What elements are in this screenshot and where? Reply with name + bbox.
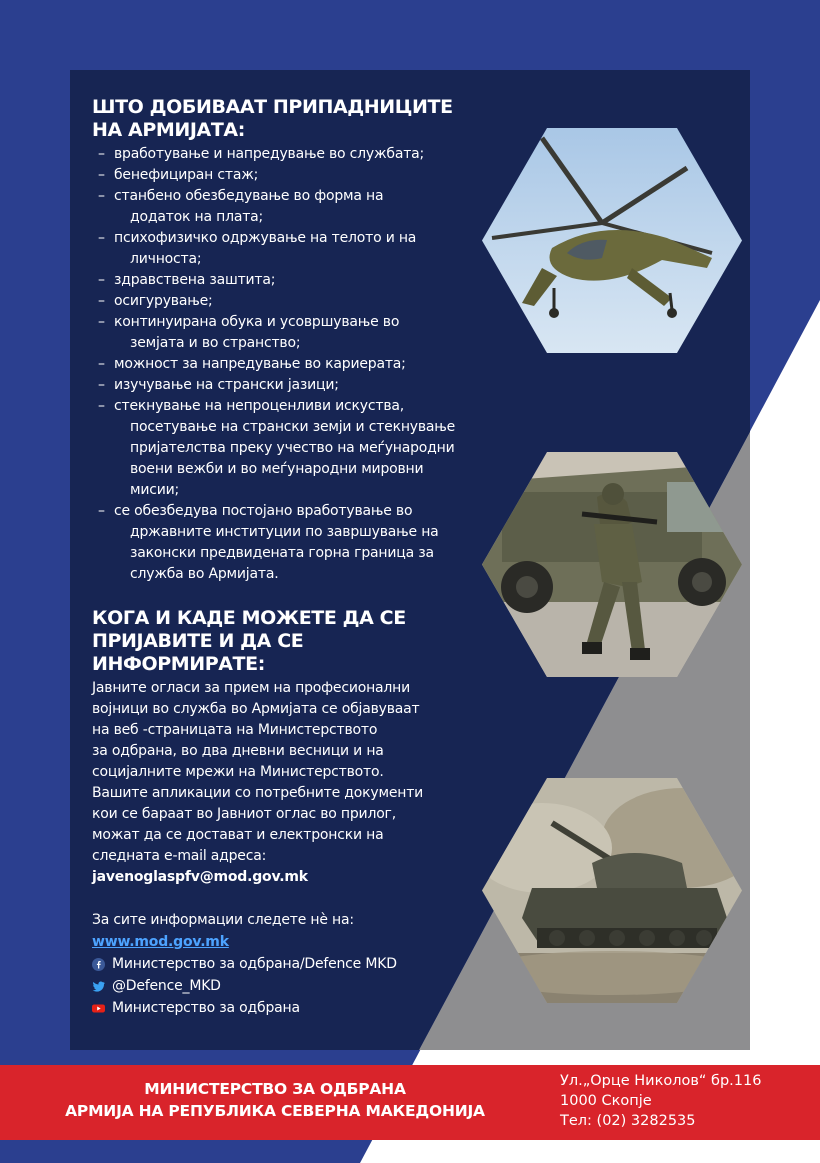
benefit-dash: – — [98, 167, 105, 183]
benefit-dash: – — [98, 230, 105, 246]
facebook-icon — [92, 958, 105, 971]
footer-address-line2: 1000 Скопје — [560, 1093, 652, 1109]
apply-paragraph-line: за одбрана, во два дневни весници и на — [92, 743, 384, 759]
twitter-icon — [92, 980, 105, 993]
benefit-line: воени вежби и во меѓународни мировни — [130, 461, 424, 477]
benefit-item — [92, 375, 472, 396]
facebook-row[interactable] — [92, 953, 472, 975]
benefit-line: осигурување; — [114, 293, 213, 309]
youtube-row[interactable] — [92, 997, 472, 1019]
benefit-dash: – — [98, 272, 105, 288]
twitter-row[interactable] — [92, 975, 472, 997]
benefit-dash: – — [98, 377, 105, 393]
benefit-item — [92, 144, 472, 165]
benefit-line: стекнување на непроценливи искуства, — [114, 398, 404, 414]
benefit-line: додаток на плата; — [130, 209, 264, 225]
benefits-heading — [92, 96, 472, 142]
benefit-item — [92, 165, 472, 186]
follow-section — [92, 910, 472, 1019]
benefit-item — [92, 186, 472, 228]
apply-paragraph-line: следната e-mail адреса: — [92, 848, 267, 864]
footer-phone: Тел: (02) 3282535 — [560, 1113, 696, 1129]
apply-paragraph-line: Јавните огласи за прием на професионални — [92, 680, 411, 696]
benefit-line: континуирана обука и усовршување во — [114, 314, 400, 330]
apply-paragraph-line: војници во служба во Армијата се објавуваат — [92, 701, 420, 717]
benefit-line: служба во Армијата. — [130, 566, 279, 582]
apply-heading-line1: КОГА И КАДЕ МОЖЕТЕ ДА СЕ — [92, 607, 406, 629]
footer-organization — [60, 1078, 490, 1122]
benefit-item — [92, 396, 472, 501]
footer-org-line1: МИНИСТЕРСТВО ЗА ОДБРАНА — [144, 1080, 406, 1098]
apply-paragraph-line: на веб -страницата на Министерството — [92, 722, 378, 738]
benefit-dash: – — [98, 503, 105, 519]
helicopter-photo — [482, 128, 742, 353]
content-column — [92, 96, 472, 1019]
benefit-line: изучување на странски јазици; — [114, 377, 339, 393]
apply-paragraph-line: можат да се достават и електронски на — [92, 827, 384, 843]
benefit-line: станбено обезбедување во форма на — [114, 188, 384, 204]
tank-photo — [482, 778, 742, 1003]
benefit-line: пријателства преку учество на меѓународни — [130, 440, 455, 456]
benefit-line: законски предвидената горна граница за — [130, 545, 434, 561]
apply-paragraph — [92, 678, 472, 867]
benefit-item — [92, 270, 472, 291]
benefit-dash: – — [98, 146, 105, 162]
footer-org-line2: АРМИЈА НА РЕПУБЛИКА СЕВЕРНА МАКЕДОНИЈА — [65, 1102, 485, 1120]
benefits-heading-line1: ШТО ДОБИВААТ ПРИПАДНИЦИТЕ — [92, 96, 453, 118]
benefit-line: можност за напредување во кариерата; — [114, 356, 406, 372]
benefit-line: се обезбедува постојано вработување во — [114, 503, 413, 519]
benefit-line: психофизичко одржување на телото и на — [114, 230, 417, 246]
benefit-line: личноста; — [130, 251, 202, 267]
benefit-item — [92, 501, 472, 585]
benefit-item — [92, 312, 472, 354]
footer-contact — [560, 1071, 810, 1131]
youtube-icon — [92, 1002, 105, 1015]
benefit-dash: – — [98, 356, 105, 372]
follow-text: За сите информации следете нè на: — [92, 912, 354, 928]
benefits-list — [92, 144, 472, 585]
twitter-label: @Defence_MKD — [112, 978, 221, 994]
facebook-label: Министерство за одбрана/Defence MKD — [112, 956, 397, 972]
benefit-dash: – — [98, 314, 105, 330]
benefit-line: здравствена заштита; — [114, 272, 276, 288]
benefit-item — [92, 291, 472, 312]
website-link[interactable]: www.mod.gov.mk — [92, 934, 229, 950]
benefit-item — [92, 354, 472, 375]
benefits-heading-line2: НА АРМИЈАТА: — [92, 119, 245, 141]
apply-paragraph-line: Вашите апликации со потребните документи — [92, 785, 424, 801]
benefit-line: бенефициран стаж; — [114, 167, 259, 183]
soldier-photo — [482, 452, 742, 677]
email-address[interactable]: javenoglaspfv@mod.gov.mk — [92, 869, 308, 885]
benefit-line: земјата и во странство; — [130, 335, 301, 351]
apply-heading-line2: ПРИЈАВИТЕ И ДА СЕ ИНФОРМИРАТЕ: — [92, 630, 304, 675]
apply-heading — [92, 607, 472, 676]
benefit-dash: – — [98, 188, 105, 204]
footer-address-line1: Ул.„Орце Николов“ бр.116 — [560, 1073, 762, 1089]
benefit-item — [92, 228, 472, 270]
footer-bar — [0, 1065, 820, 1140]
youtube-label: Министерство за одбрана — [112, 1000, 300, 1016]
apply-paragraph-line: социјалните мрежи на Министерството. — [92, 764, 384, 780]
benefit-dash: – — [98, 293, 105, 309]
benefit-dash: – — [98, 398, 105, 414]
apply-section — [92, 607, 472, 888]
benefit-line: мисии; — [130, 482, 180, 498]
benefit-line: државните институции по завршување на — [130, 524, 439, 540]
apply-paragraph-line: кои се бараат во Јавниот оглас во прилог, — [92, 806, 396, 822]
benefit-line: вработување и напредување во службата; — [114, 146, 425, 162]
benefit-line: посетување на странски земји и стекнување — [130, 419, 456, 435]
